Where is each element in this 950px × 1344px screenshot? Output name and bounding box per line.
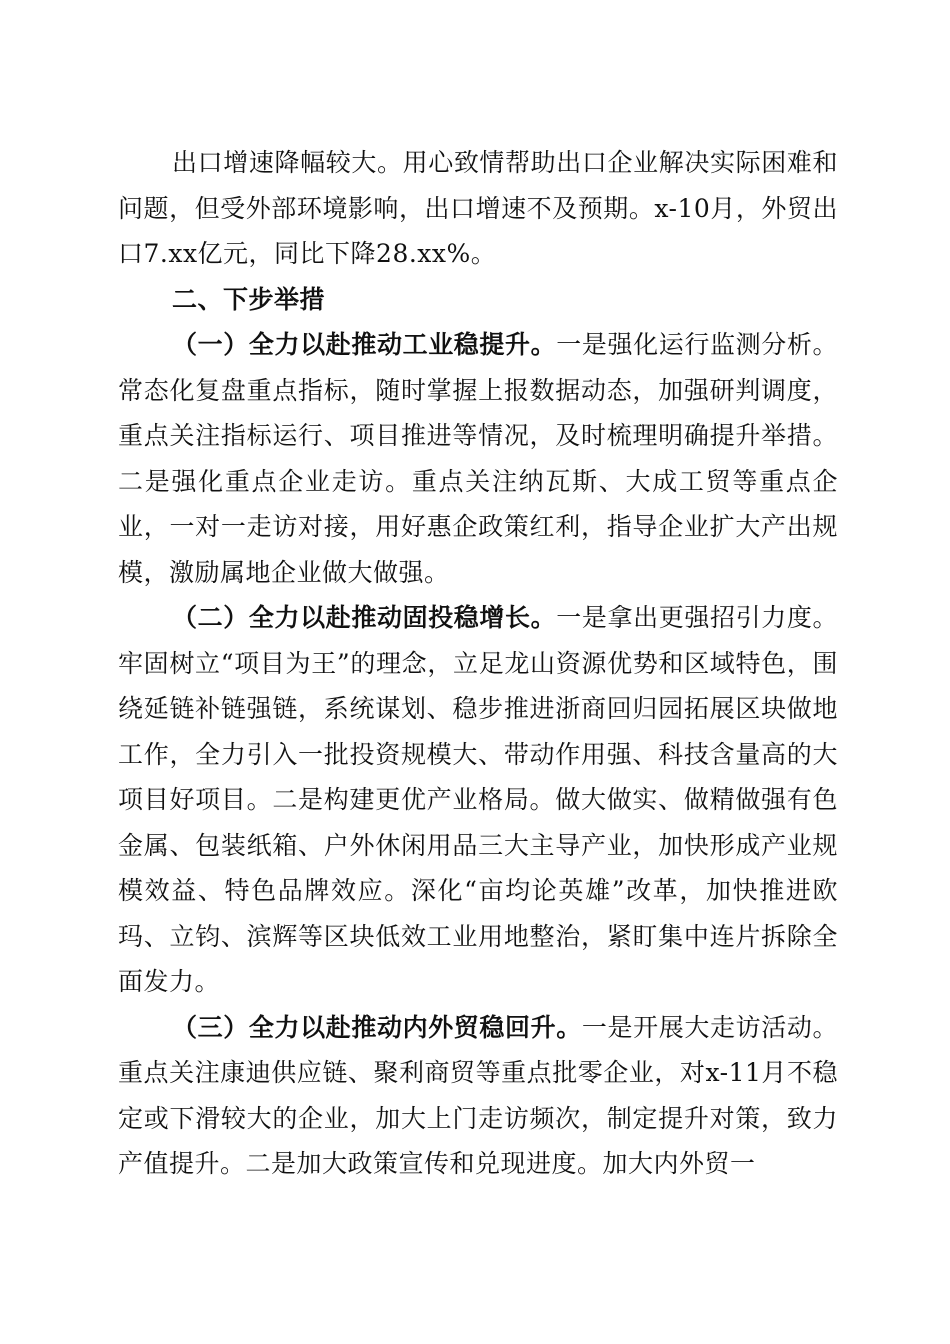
- paragraph-investment: [118, 595, 838, 1005]
- paragraph-body: 一是开展大走访活动。重点关注康迪供应链、聚利商贸等重点批零企业，对x-11月不稳定或下滑较大的企业，加大上门走访频次，制定提升对策，致力产值提升。二是加大政策宣传和兑现进度。加大内外贸一: [118, 1012, 838, 1178]
- paragraph-body: 出口增速降幅较大。用心致情帮助出口企业解决实际困难和问题，但受外部环境影响，出口增速不及预期。x-10月，外贸出口7.xx亿元，同比下降28.xx%。: [118, 148, 838, 268]
- section-heading-next-steps: 二、下步举措: [172, 284, 326, 314]
- paragraph-export-decline: [118, 140, 838, 277]
- paragraph-body: 一是拿出更强招引力度。牢固树立“项目为王”的理念，立足龙山资源优势和区域特色，围绕延链补链强链，系统谋划、稳步推进浙商回归园拓展区块做地工作，全力引入一批投资规模大、带动作用强、科技含量高的大项目好项目。二是构建更优产业格局。做大做实、做精做强有色金属、包装纸箱、户外休闲用品三大主导产业，加快形成产业规模效益、特色品牌效应。深化“亩均论英雄”改革，加快推进欧玛、立钧、滨辉等区块低效工业用地整治，紧盯集中连片拆除全面发力。: [118, 603, 838, 996]
- paragraph-lead-title: （三）全力以赴推动内外贸稳回升。: [172, 1012, 582, 1042]
- paragraph-body: 一是强化运行监测分析。常态化复盘重点指标，随时掌握上报数据动态，加强研判调度，重点关注指标运行、项目推进等情况，及时梳理明确提升举措。二是强化重点企业走访。重点关注纳瓦斯、大成工贸等重点企业，一对一走访对接，用好惠企政策红利，指导企业扩大产出规模，激励属地企业做大做强。: [118, 330, 838, 587]
- paragraph-lead-title: （二）全力以赴推动固投稳增长。: [172, 603, 557, 632]
- paragraph-industry: [118, 322, 838, 595]
- document-body: [118, 140, 838, 1187]
- paragraph-lead-title: （一）全力以赴推动工业稳提升。: [172, 330, 557, 359]
- paragraph-trade: [118, 1005, 838, 1187]
